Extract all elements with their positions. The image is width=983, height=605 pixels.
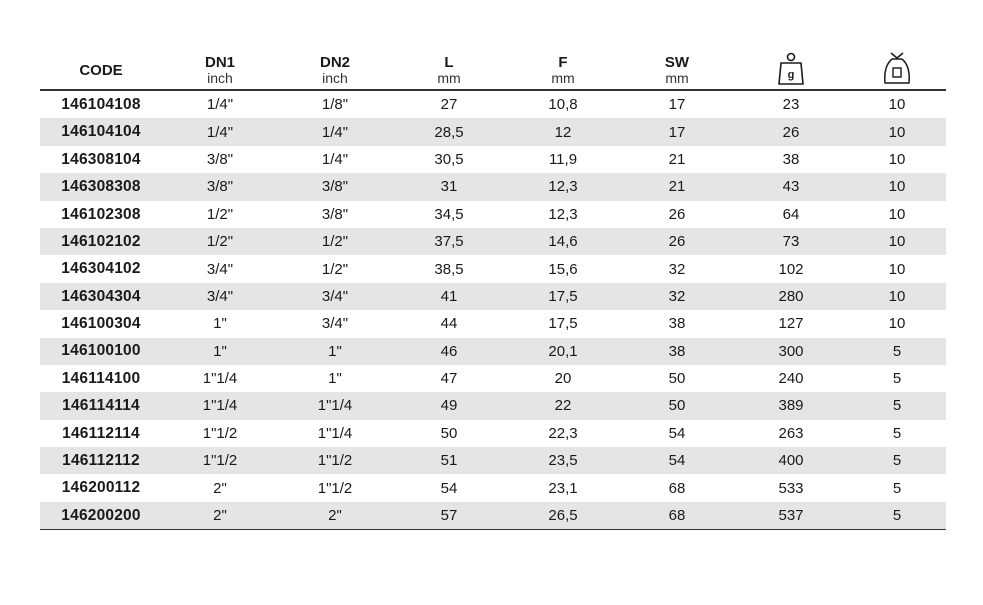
- f-cell: 11,9: [548, 150, 578, 168]
- dn2-cell: 1/4": [321, 123, 349, 141]
- f-cell: 17,5: [548, 287, 578, 305]
- dn1-cell: 1"1/2: [202, 424, 238, 442]
- qty-cell: 5: [892, 342, 902, 360]
- qty-cell: 10: [888, 123, 906, 141]
- table-row: [40, 91, 946, 118]
- code-cell: 146114114: [62, 397, 140, 415]
- dn2-cell: 3/4": [321, 287, 349, 305]
- dn1-cell: 1"1/2: [202, 452, 238, 470]
- f-cell: 26,5: [548, 507, 578, 525]
- f-cell: 15,6: [548, 260, 578, 278]
- table-row: [40, 173, 946, 200]
- f-cell: 23,1: [548, 479, 578, 497]
- table-row: [40, 283, 946, 310]
- code-cell: 146100100: [61, 342, 141, 360]
- l-cell: 54: [440, 479, 458, 497]
- code-cell: 146200200: [61, 506, 141, 524]
- weight-cell: 64: [782, 205, 800, 223]
- table-bottom-rule: [40, 529, 946, 530]
- weight-cell: 23: [782, 96, 800, 114]
- table-row: [40, 447, 946, 474]
- weight-icon-text: g: [787, 69, 795, 81]
- l-cell: 31: [440, 178, 458, 196]
- qty-cell: 5: [892, 370, 902, 388]
- l-cell: 44: [440, 315, 458, 333]
- l-cell: 38,5: [434, 260, 464, 278]
- header-code-label: CODE: [79, 62, 123, 79]
- header-l: [392, 55, 506, 86]
- table-body: [40, 91, 946, 529]
- dn1-cell: 1"1/4: [202, 370, 238, 388]
- l-cell: 30,5: [434, 150, 464, 168]
- code-cell: 146304102: [61, 260, 141, 278]
- l-cell: 46: [440, 342, 458, 360]
- qty-cell: 10: [888, 205, 906, 223]
- qty-cell: 10: [888, 287, 906, 305]
- table-row: [40, 338, 946, 365]
- dn2-cell: 3/4": [321, 315, 349, 333]
- weight-cell: 38: [782, 150, 800, 168]
- code-cell: 146304304: [61, 287, 141, 305]
- dn1-cell: 1/2": [206, 205, 234, 223]
- header-sw-label: SW: [664, 54, 690, 71]
- code-cell: 146104104: [61, 123, 141, 141]
- header-dn2: [278, 55, 392, 86]
- sw-cell: 68: [668, 507, 686, 525]
- sw-cell: 38: [668, 342, 686, 360]
- header-sw: [620, 55, 734, 86]
- f-cell: 10,8: [548, 96, 578, 114]
- dn2-cell: 1/4": [321, 150, 349, 168]
- dn1-cell: 3/8": [206, 150, 234, 168]
- sw-cell: 26: [668, 233, 686, 251]
- f-cell: 22,3: [548, 424, 578, 442]
- code-cell: 146112112: [62, 452, 140, 470]
- f-cell: 17,5: [548, 315, 578, 333]
- code-cell: 146112114: [62, 424, 140, 442]
- dn1-cell: 2": [213, 507, 227, 525]
- header-dn1-unit: inch: [207, 70, 233, 86]
- qty-cell: 10: [888, 233, 906, 251]
- dn2-cell: 3/8": [321, 178, 349, 196]
- weight-cell: 73: [782, 233, 800, 251]
- weight-cell: 240: [778, 370, 804, 388]
- table-row: [40, 201, 946, 228]
- sw-cell: 38: [668, 315, 686, 333]
- code-cell: 146200112: [61, 479, 141, 497]
- dn2-cell: 3/8": [321, 205, 349, 223]
- dn1-cell: 1/2": [206, 233, 234, 251]
- dn1-cell: 1": [213, 315, 227, 333]
- table-row: [40, 228, 946, 255]
- header-f-unit: mm: [551, 70, 575, 86]
- code-cell: 146102308: [61, 205, 141, 223]
- weight-cell: 102: [778, 260, 804, 278]
- dn2-cell: 1"1/2: [317, 452, 353, 470]
- sw-cell: 32: [668, 287, 686, 305]
- table-row: [40, 310, 946, 337]
- dn2-cell: 2": [328, 507, 342, 525]
- qty-cell: 10: [888, 96, 906, 114]
- header-l-unit: mm: [437, 70, 461, 86]
- header-dn1-label: DN1: [204, 54, 235, 71]
- sw-cell: 17: [668, 96, 686, 114]
- dn1-cell: 1/4": [206, 96, 234, 114]
- dn1-cell: 1/4": [206, 123, 234, 141]
- qty-cell: 5: [892, 479, 902, 497]
- table-row: [40, 146, 946, 173]
- header-dn2-label: DN2: [319, 54, 350, 71]
- header-l-label: L: [444, 54, 454, 71]
- dn2-cell: 1": [328, 342, 342, 360]
- header-dn2-unit: inch: [322, 70, 348, 86]
- f-cell: 12,3: [548, 178, 578, 196]
- header-f-label: F: [558, 54, 568, 71]
- l-cell: 34,5: [434, 205, 464, 223]
- sw-cell: 21: [668, 178, 686, 196]
- l-cell: 57: [440, 507, 458, 525]
- dn2-cell: 1"1/4: [317, 397, 353, 415]
- weight-cell: 400: [778, 452, 804, 470]
- l-cell: 50: [440, 424, 458, 442]
- table-row: [40, 420, 946, 447]
- dn2-cell: 1"1/2: [317, 479, 353, 497]
- header-bag: [848, 50, 946, 86]
- table-row: [40, 365, 946, 392]
- f-cell: 22: [554, 397, 572, 415]
- weight-cell: 263: [778, 424, 804, 442]
- dn1-cell: 3/8": [206, 178, 234, 196]
- dn1-cell: 3/4": [206, 260, 234, 278]
- weight-icon: [777, 52, 805, 86]
- header-code: [40, 63, 162, 86]
- f-cell: 20: [554, 370, 572, 388]
- header-weight: [734, 52, 848, 86]
- qty-cell: 10: [888, 178, 906, 196]
- sw-cell: 68: [668, 479, 686, 497]
- header-sw-unit: mm: [665, 70, 689, 86]
- f-cell: 23,5: [548, 452, 578, 470]
- l-cell: 41: [440, 287, 458, 305]
- f-cell: 12: [554, 123, 572, 141]
- dn2-cell: 1/2": [321, 260, 349, 278]
- l-cell: 27: [440, 96, 458, 114]
- code-cell: 146100304: [61, 315, 141, 333]
- sw-cell: 21: [668, 150, 686, 168]
- weight-cell: 537: [778, 507, 804, 525]
- code-cell: 146114100: [61, 369, 141, 387]
- dn1-cell: 1"1/4: [202, 397, 238, 415]
- qty-cell: 5: [892, 397, 902, 415]
- header-dn1: [162, 55, 278, 86]
- table-header: [40, 48, 946, 91]
- weight-cell: 389: [778, 397, 804, 415]
- code-cell: 146102102: [61, 232, 141, 250]
- sw-cell: 17: [668, 123, 686, 141]
- qty-cell: 5: [892, 452, 902, 470]
- sw-cell: 54: [668, 424, 686, 442]
- f-cell: 12,3: [548, 205, 578, 223]
- code-cell: 146308308: [61, 178, 141, 196]
- table-row: [40, 474, 946, 501]
- f-cell: 14,6: [548, 233, 578, 251]
- product-table: [40, 48, 946, 530]
- f-cell: 20,1: [548, 342, 578, 360]
- code-cell: 146308104: [61, 150, 141, 168]
- dn1-cell: 2": [213, 479, 227, 497]
- dn2-cell: 1/2": [321, 233, 349, 251]
- table-row: [40, 392, 946, 419]
- table-row: [40, 502, 946, 529]
- qty-cell: 10: [888, 150, 906, 168]
- l-cell: 47: [440, 370, 458, 388]
- sw-cell: 32: [668, 260, 686, 278]
- table-row: [40, 118, 946, 145]
- sw-cell: 26: [668, 205, 686, 223]
- weight-cell: 43: [782, 178, 800, 196]
- dn2-cell: 1"1/4: [317, 424, 353, 442]
- sw-cell: 54: [668, 452, 686, 470]
- qty-cell: 10: [888, 260, 906, 278]
- weight-cell: 26: [782, 123, 800, 141]
- dn1-cell: 3/4": [206, 287, 234, 305]
- l-cell: 51: [440, 452, 458, 470]
- code-cell: 146104108: [61, 95, 141, 113]
- l-cell: 49: [440, 397, 458, 415]
- qty-cell: 5: [892, 507, 902, 525]
- weight-cell: 533: [778, 479, 804, 497]
- header-f: [506, 55, 620, 86]
- weight-cell: 280: [778, 287, 804, 305]
- dn2-cell: 1/8": [321, 96, 349, 114]
- bag-icon: [882, 50, 912, 86]
- dn2-cell: 1": [328, 370, 342, 388]
- sw-cell: 50: [668, 397, 686, 415]
- sw-cell: 50: [668, 370, 686, 388]
- dn1-cell: 1": [213, 342, 227, 360]
- qty-cell: 10: [888, 315, 906, 333]
- qty-cell: 5: [892, 424, 902, 442]
- l-cell: 28,5: [434, 123, 464, 141]
- l-cell: 37,5: [434, 233, 464, 251]
- table-row: [40, 255, 946, 282]
- weight-cell: 300: [778, 342, 804, 360]
- weight-cell: 127: [778, 315, 804, 333]
